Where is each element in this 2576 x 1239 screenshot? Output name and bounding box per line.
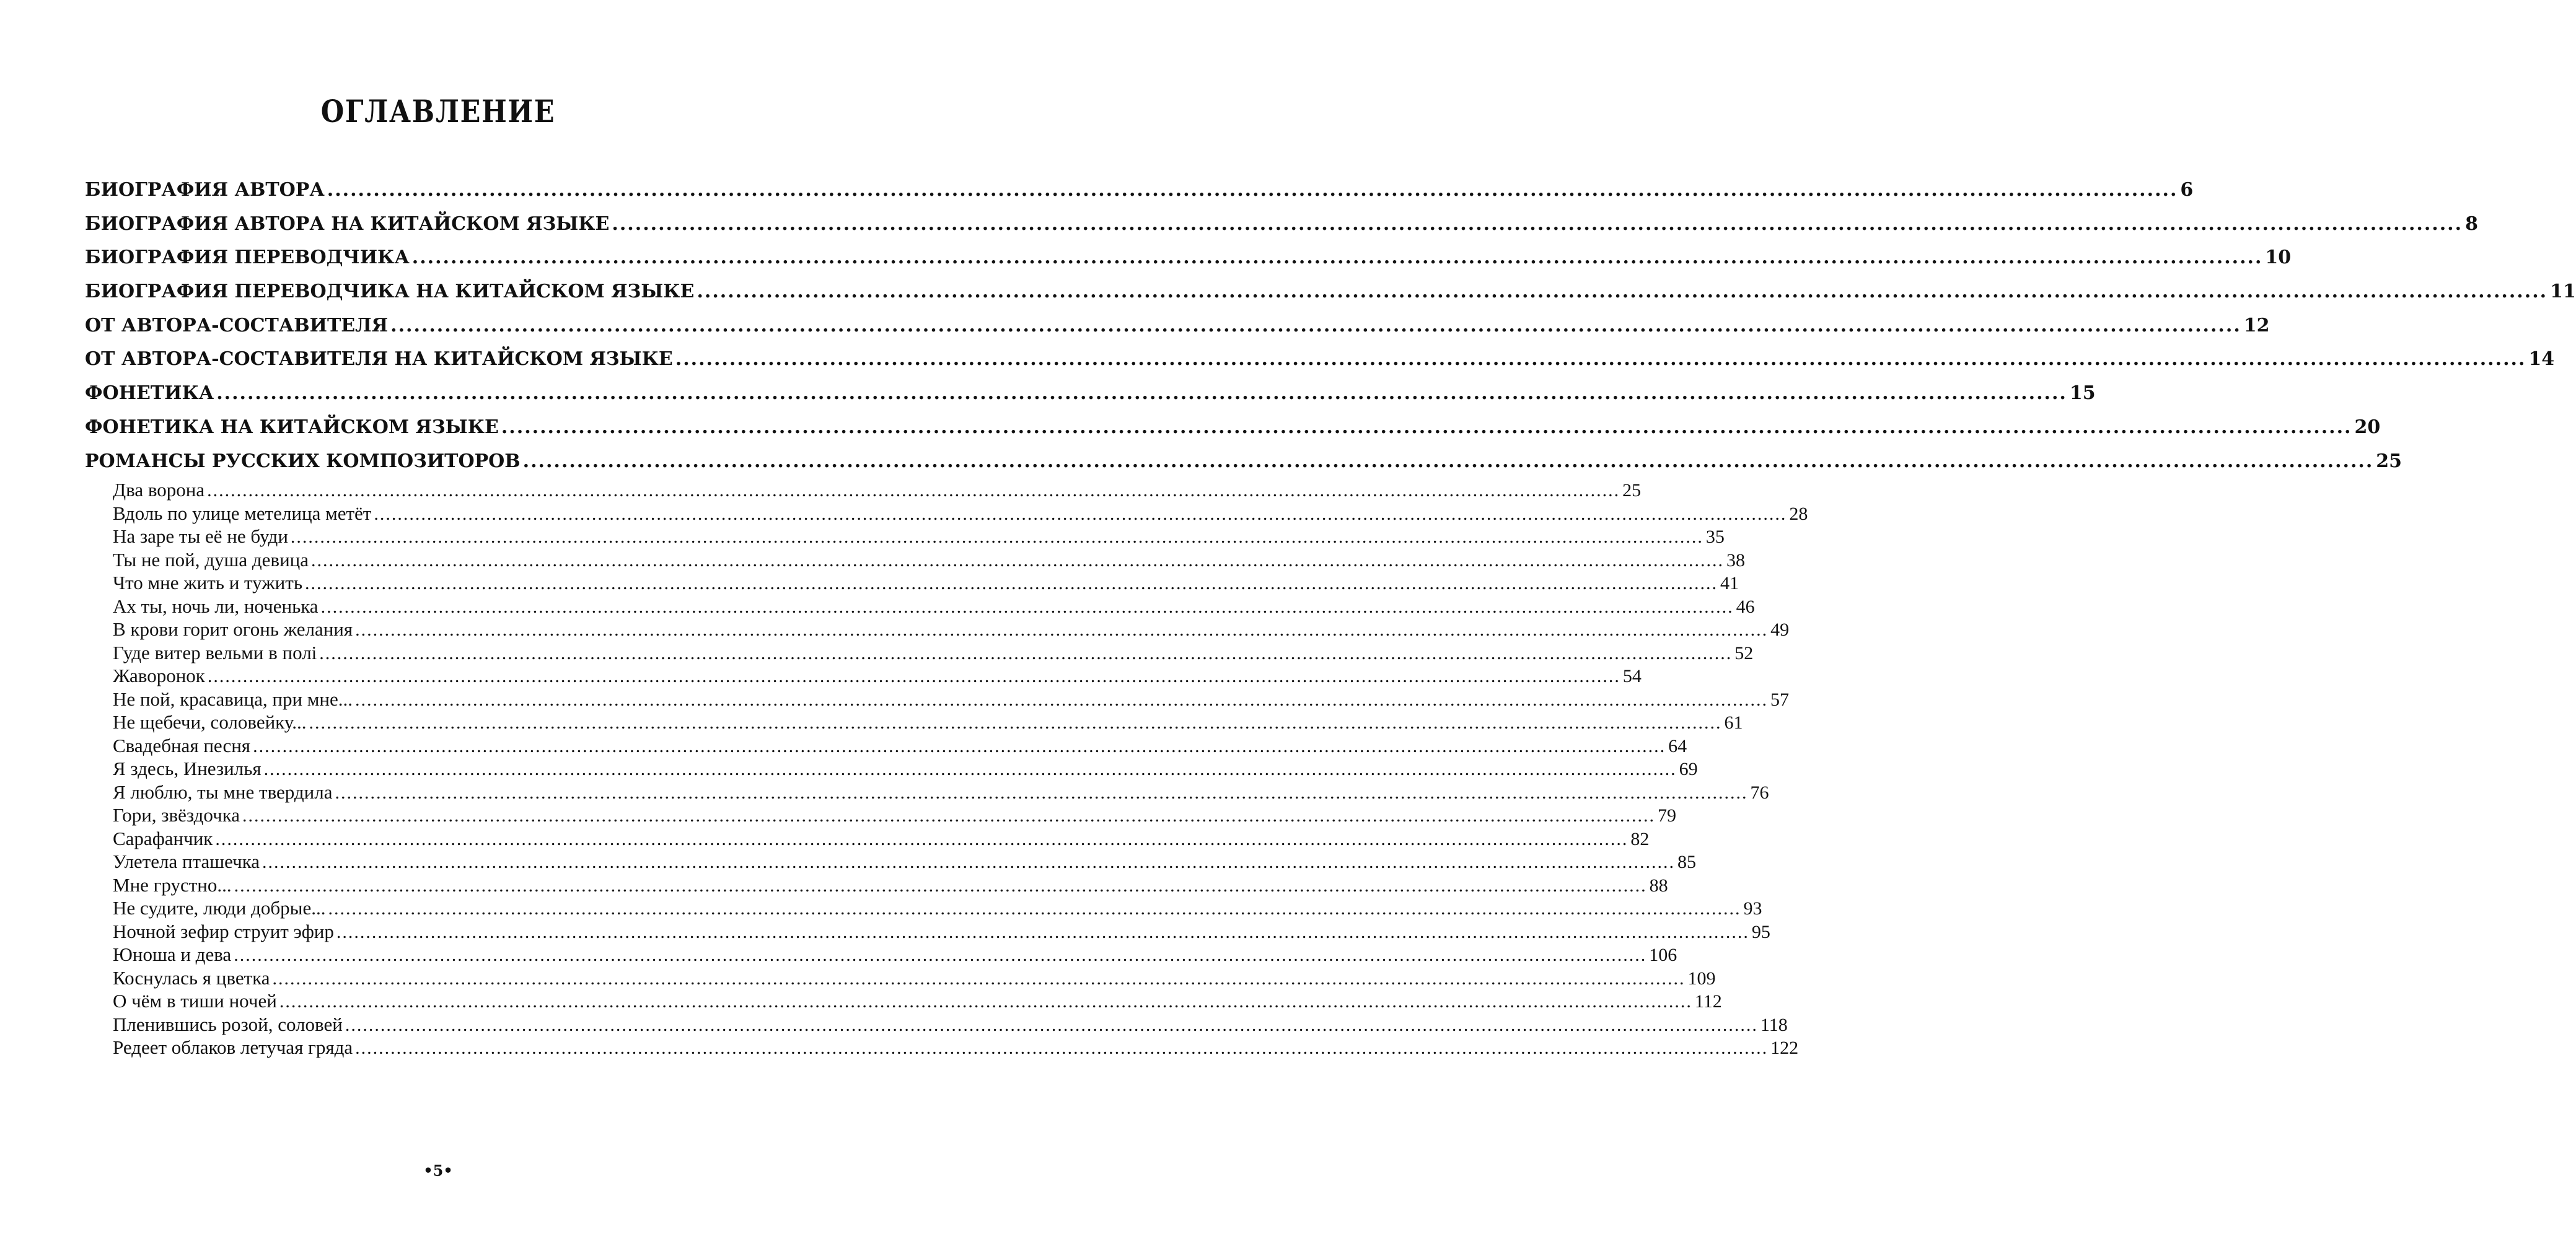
toc-section-entry: [85, 173, 2194, 208]
toc-entry-page-number: 38: [1726, 549, 1746, 571]
toc-entry-title: Сарафанчик: [113, 827, 213, 849]
dot-leader: ................................................................................................................................................................................................................................................: [272, 968, 1686, 989]
dot-leader: ................................................................................................................................................................................................................................................: [234, 875, 1647, 896]
toc-entry-title: БИОГРАФИЯ ПЕРЕВОДЧИКА НА КИТАЙСКОМ ЯЗЫКЕ: [85, 281, 695, 303]
toc-section-entry: [85, 208, 2478, 242]
toc-entry-title: Не судите, люди добрые...: [113, 897, 326, 919]
dot-leader: ................................................................................................................................................................................................................................................: [697, 281, 2548, 303]
toc-subentry: [85, 873, 1668, 897]
toc-entry-page-number: 61: [1724, 712, 1743, 733]
toc-subentry: [85, 525, 1725, 548]
page-number: •5•: [423, 1162, 453, 1180]
toc-section-entry: [85, 275, 2576, 309]
dot-leader: ................................................................................................................................................................................................................................................: [355, 620, 1769, 641]
toc-entry-title: Не щебечи, соловейку...: [113, 711, 307, 733]
toc-entry-title: Мне грустно...: [113, 873, 232, 896]
dot-leader: ................................................................................................................................................................................................................................................: [279, 991, 1692, 1012]
dot-leader: ................................................................................................................................................................................................................................................: [612, 212, 2463, 235]
dot-leader: ................................................................................................................................................................................................................................................: [311, 549, 1725, 571]
dot-leader: ................................................................................................................................................................................................................................................: [319, 642, 1733, 663]
toc-entry-title: БИОГРАФИЯ ПЕРЕВОДЧИКА: [85, 247, 410, 269]
toc-section-entry: [85, 241, 2292, 275]
toc-entry-page-number: 14: [2528, 348, 2555, 370]
toc-subentry: [85, 966, 1716, 990]
toc-entry-page-number: 15: [2069, 382, 2096, 405]
dot-leader: ................................................................................................................................................................................................................................................: [355, 1038, 1769, 1059]
toc-entry-title: БИОГРАФИЯ АВТОРА НА КИТАЙСКОМ ЯЗЫКЕ: [85, 212, 610, 235]
toc-section-entry: [85, 343, 2555, 377]
toc-subentry: [85, 1036, 1799, 1059]
toc-entry-title: Пленившись розой, соловей: [113, 1013, 343, 1035]
toc-entry-title: Два ворона: [113, 479, 205, 501]
toc-entry-page-number: 20: [2354, 416, 2381, 438]
toc-entry-page-number: 28: [1789, 503, 1808, 524]
toc-subentry: [85, 688, 1790, 711]
toc-subentry: [85, 781, 1769, 804]
toc-entry-title: Я здесь, Инезилья: [113, 758, 262, 780]
toc-entry-title: Юноша и дева: [113, 943, 232, 966]
toc-entry-title: Что мне жить и тужить: [113, 572, 302, 594]
toc-entry-title: Не пой, красавица, при мне...: [113, 688, 353, 710]
dot-leader: ................................................................................................................................................................................................................................................: [320, 596, 1734, 617]
toc-subentry: [85, 989, 1722, 1013]
toc-entry-title: Я люблю, ты мне твердила: [113, 781, 333, 803]
dot-leader: ................................................................................................................................................................................................................................................: [207, 666, 1620, 687]
toc-entry-title: О чём в тиши ночей: [113, 990, 277, 1012]
dot-leader: ................................................................................................................................................................................................................................................: [335, 782, 1748, 803]
dot-leader: ................................................................................................................................................................................................................................................: [215, 828, 1629, 849]
toc-entry-title: Улетела пташечка: [113, 851, 260, 873]
toc-entry-page-number: 25: [2376, 450, 2402, 472]
toc-entry-title: Свадебная песня: [113, 734, 251, 756]
toc-subentry: [85, 478, 1642, 502]
toc-entry-page-number: 112: [1694, 991, 1722, 1012]
toc-subentry: [85, 943, 1677, 966]
dot-leader: ................................................................................................................................................................................................................................................: [304, 573, 1718, 594]
toc-entry-title: Гуде витер вельми в полі: [113, 641, 317, 663]
toc-entry-title: Ночной зефир струит эфир: [113, 920, 334, 942]
toc-subentry: [85, 803, 1677, 827]
toc-subentry: [85, 920, 1770, 943]
toc-subentry: [85, 664, 1642, 688]
toc-section-entry: [85, 445, 2402, 479]
toc-entry-page-number: 79: [1658, 805, 1677, 826]
toc-subentry: [85, 641, 1754, 665]
toc-entry-page-number: 8: [2465, 212, 2478, 235]
dot-leader: ................................................................................................................................................................................................................................................: [675, 348, 2526, 370]
dot-leader: ................................................................................................................................................................................................................................................: [328, 898, 1741, 919]
dot-leader: ................................................................................................................................................................................................................................................: [207, 480, 1620, 501]
toc-entry-page-number: 52: [1734, 642, 1754, 663]
dot-leader: ................................................................................................................................................................................................................................................: [390, 314, 2241, 336]
toc-entry-title: Ты не пой, душа девица: [113, 548, 309, 571]
toc-entry-title: РОМАНСЫ РУССКИХ КОМПОЗИТОРОВ: [85, 450, 521, 472]
toc-subentry: [85, 827, 1650, 851]
toc-entry-page-number: 109: [1687, 968, 1716, 989]
dot-leader: ................................................................................................................................................................................................................................................: [327, 179, 2178, 201]
table-of-contents: [85, 173, 2576, 1059]
toc-entry-page-number: 35: [1705, 527, 1725, 548]
dot-leader: ................................................................................................................................................................................................................................................: [345, 1014, 1758, 1035]
toc-entry-page-number: 12: [2243, 314, 2270, 336]
toc-entry-page-number: 64: [1668, 735, 1687, 756]
toc-entry-title: ФОНЕТИКА НА КИТАЙСКОМ ЯЗЫКЕ: [85, 416, 499, 438]
dot-leader: ................................................................................................................................................................................................................................................: [263, 759, 1677, 780]
toc-subentry: [85, 896, 1762, 920]
toc-entry-page-number: 11: [2550, 281, 2576, 303]
toc-entry-page-number: 49: [1770, 620, 1790, 641]
toc-entry-title: Гори, звёздочка: [113, 804, 240, 826]
toc-entry-page-number: 76: [1750, 782, 1769, 803]
dot-leader: ................................................................................................................................................................................................................................................: [309, 712, 1722, 733]
dot-leader: ................................................................................................................................................................................................................................................: [374, 503, 1787, 524]
toc-entry-page-number: 93: [1743, 898, 1762, 919]
toc-subentry: [85, 711, 1743, 734]
toc-entry-page-number: 10: [2265, 247, 2292, 269]
toc-entry-page-number: 6: [2180, 179, 2194, 201]
dot-leader: ................................................................................................................................................................................................................................................: [336, 921, 1749, 942]
toc-entry-page-number: 82: [1630, 828, 1650, 849]
toc-entry-page-number: 122: [1770, 1038, 1799, 1059]
toc-entry-title: Вдоль по улице метелица метёт: [113, 502, 372, 524]
dot-leader: ................................................................................................................................................................................................................................................: [522, 450, 2374, 472]
toc-entry-title: На заре ты её не буди: [113, 525, 288, 548]
toc-subentry: [85, 502, 1808, 525]
toc-section-entry: [85, 377, 2096, 411]
toc-entry-page-number: 85: [1677, 852, 1697, 873]
dot-leader: ................................................................................................................................................................................................................................................: [355, 689, 1769, 710]
dot-leader: ................................................................................................................................................................................................................................................: [216, 382, 2067, 405]
toc-entry-page-number: 54: [1622, 666, 1642, 687]
toc-entry-page-number: 95: [1751, 921, 1770, 942]
toc-entry-page-number: 57: [1770, 689, 1790, 710]
dot-leader: ................................................................................................................................................................................................................................................: [234, 945, 1647, 966]
dot-leader: ................................................................................................................................................................................................................................................: [290, 527, 1703, 548]
toc-entry-page-number: 69: [1679, 759, 1698, 780]
toc-subentry: [85, 571, 1739, 595]
dot-leader: ................................................................................................................................................................................................................................................: [242, 805, 1656, 826]
toc-subentry: [85, 1013, 1788, 1036]
toc-entry-title: Редеет облаков летучая гряда: [113, 1036, 353, 1059]
toc-entry-title: Жаворонок: [113, 665, 205, 687]
toc-entry-title: Коснулась я цветка: [113, 966, 270, 989]
toc-entry-page-number: 46: [1736, 596, 1755, 617]
toc-entry-page-number: 25: [1622, 480, 1642, 501]
page-title: ОГЛАВЛЕНИЕ: [320, 93, 556, 129]
toc-entry-title: ОТ АВТОРА-СОСТАВИТЕЛЯ НА КИТАЙСКОМ ЯЗЫКЕ: [85, 348, 673, 370]
toc-subentry: [85, 734, 1687, 758]
dot-leader: ................................................................................................................................................................................................................................................: [501, 416, 2352, 438]
toc-subentry: [85, 595, 1755, 618]
toc-entry-page-number: 118: [1760, 1014, 1788, 1035]
toc-entry-page-number: 106: [1649, 945, 1677, 966]
toc-subentry: [85, 618, 1790, 641]
dot-leader: ................................................................................................................................................................................................................................................: [411, 247, 2263, 269]
toc-entry-title: ОТ АВТОРА-СОСТАВИТЕЛЯ: [85, 314, 389, 336]
dot-leader: ................................................................................................................................................................................................................................................: [262, 852, 1676, 873]
dot-leader: ................................................................................................................................................................................................................................................: [253, 735, 1666, 756]
toc-entry-page-number: 88: [1649, 875, 1668, 896]
toc-subentry: [85, 548, 1746, 572]
toc-section-entry: [85, 411, 2381, 445]
toc-entry-title: В крови горит огонь желания: [113, 618, 353, 641]
toc-section-entry: [85, 309, 2270, 343]
toc-entry-title: ФОНЕТИКА: [85, 382, 214, 405]
toc-subentry: [85, 850, 1697, 873]
toc-entry-title: Ах ты, ночь ли, ноченька: [113, 595, 319, 617]
toc-entry-title: БИОГРАФИЯ АВТОРА: [85, 179, 325, 201]
toc-entry-page-number: 41: [1720, 573, 1739, 594]
toc-subentry: [85, 757, 1698, 781]
